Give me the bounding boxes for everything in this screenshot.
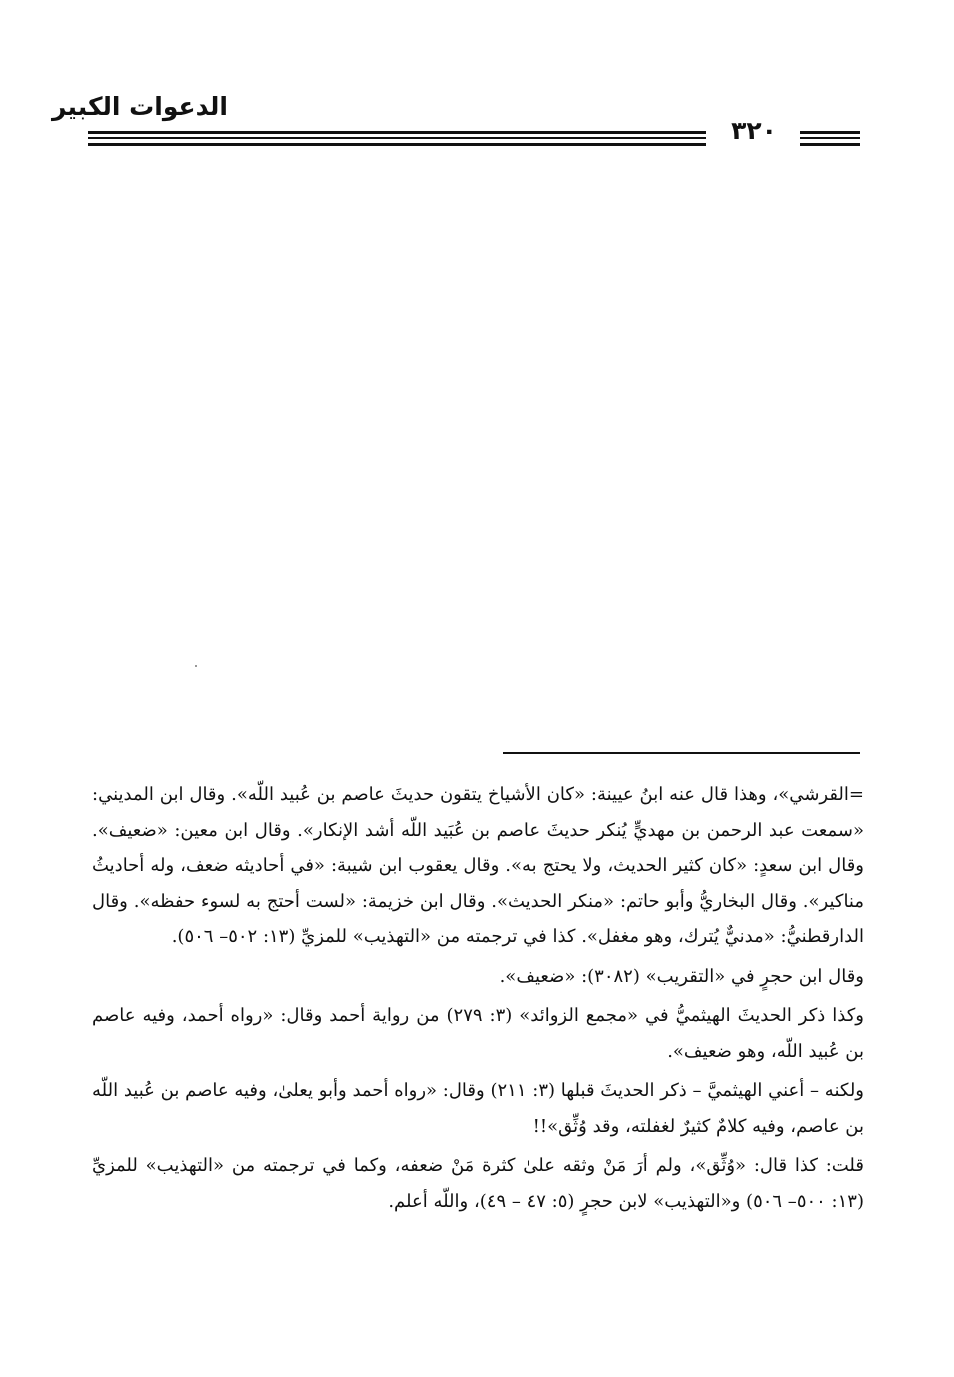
footnote-paragraph: =القرشي»، وهذا قال عنه ابنُ عيينة: «كان الأشياخ يتقون حديثَ عاصم بن عُبيد اللّه». وقال ابن المديني: «سمعت عبد الرحمن بن مهديٍّ يُنكر حديثَ عاصم بن عُبَيد اللّه أشد الإنكار». وقال ابن معين: «ضعيف». وقال ابن سعدٍ: «كان كثير الحديث، ولا يحتج به». وقال يعقوب ابن شيبة: «في أحاديثه ضعف، وله أحاديثُ مناكير». وقال البخاريُّ وأبو حاتم: «منكر الحديث». وقال ابن خزيمة: «لست أحتج به لسوء حفظه». وقال الدارقطنيُّ: «مدنيٌّ يُترك، وهو مغفل». كذا في ترجمته من «التهذيب» للمزيِّ (١٣: ٥٠٢– ٥٠٦). bbox=[92, 784, 864, 947]
page-number: ٣٢٠ bbox=[731, 116, 777, 145]
footnote-paragraph: وقال ابن حجرٍ في «التقريب» (٣٠٨٢): «ضعيف». bbox=[499, 965, 864, 987]
footnote-paragraph: ولكنه – أعني الهيثميَّ – ذكر الحديثَ قبلها (٣: ٢١١) وقال: «رواه أحمد وأبو يعلىٰ، وفيه عاصم بن عُبيد اللّه بن عاصم، وفيه كلامٌ كثيرٌ لغفلته، وقد وُثِّق»!! bbox=[92, 1080, 864, 1137]
running-title: الدعوات الكبير bbox=[51, 92, 228, 121]
header-rule-right bbox=[800, 131, 860, 147]
stray-mark bbox=[195, 665, 197, 667]
footnote-paragraph: قلت: كذا قال: «وُثِّق»، ولم أرَ مَنْ وثقه علىٰ كثرة مَنْ ضعفه، وكما في ترجمته من «التهذيب» للمزيِّ (١٣: ٥٠٠– ٥٠٦) و«التهذيب» لابن حجرٍ (٥: ٤٧ – ٤٩)، واللّه أعلم. bbox=[92, 1155, 864, 1212]
footnote-separator bbox=[503, 752, 860, 754]
footnotes bbox=[92, 777, 864, 1223]
header-rule bbox=[88, 131, 706, 147]
footnote-paragraph: وكذا ذكر الحديثَ الهيثميُّ في «مجمع الزوائد» (٣: ٢٧٩) من رواية أحمد وقال: «رواه أحمد، وفيه عاصم بن عُبيد اللّه، وهو ضعيف». bbox=[92, 1005, 864, 1062]
